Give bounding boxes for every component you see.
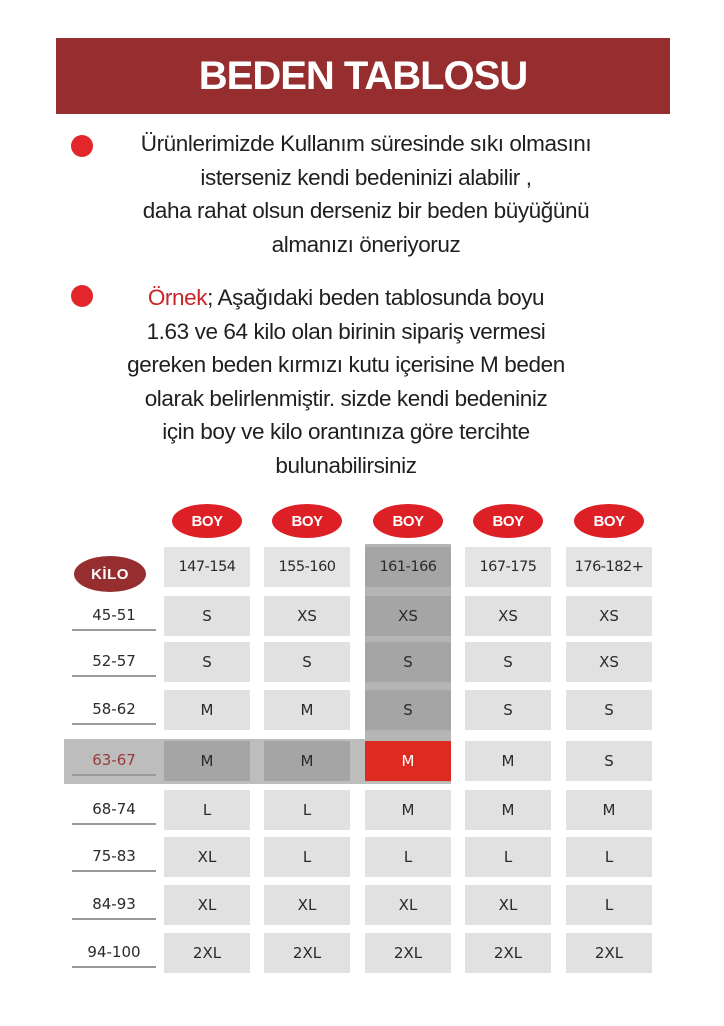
size-cell: L <box>264 837 350 877</box>
weight-row-underline <box>72 629 156 631</box>
weight-row-underline <box>72 870 156 872</box>
example-first-line-text: ; Aşağıdaki beden tablosunda boyu <box>207 285 545 310</box>
title-banner <box>56 38 670 114</box>
height-range-header: 155-160 <box>264 547 350 587</box>
example-keyword: Örnek <box>147 285 208 310</box>
size-cell: M <box>566 790 652 830</box>
weight-row-underline <box>72 723 156 725</box>
size-cell: XL <box>465 885 551 925</box>
example-paragraph <box>66 281 626 482</box>
size-cell: 2XL <box>566 933 652 973</box>
size-cell: M <box>465 790 551 830</box>
weight-row-underline <box>72 823 156 825</box>
height-range-header: 167-175 <box>465 547 551 587</box>
example-line: 1.63 ve 64 kilo olan birinin sipariş vermesi <box>146 318 546 344</box>
intro-line: Ürünlerimizde Kullanım süresinde sıkı olmasını <box>140 131 592 156</box>
size-cell: 2XL <box>365 933 451 973</box>
size-cell: XL <box>164 885 250 925</box>
example-line: için boy ve kilo orantınıza göre tercihte <box>162 419 530 444</box>
intro-line: isterseniz kendi bedeninizi alabilir , <box>200 164 532 190</box>
size-cell: M <box>164 741 250 781</box>
weight-row-underline <box>72 774 156 776</box>
size-cell: S <box>164 596 250 636</box>
boy-badge: BOY <box>373 504 443 538</box>
height-range-header: 147-154 <box>164 547 250 587</box>
weight-range-label: 75-83 <box>92 847 136 865</box>
size-cell: L <box>365 837 451 877</box>
size-cell: L <box>465 837 551 877</box>
intro-line: daha rahat olsun derseniz bir beden büyüğünü <box>142 198 590 223</box>
weight-row-underline <box>72 675 156 677</box>
weight-range-label: 45-51 <box>92 606 136 624</box>
size-cell: 2XL <box>164 933 250 973</box>
height-range-header: 161-166 <box>365 547 451 587</box>
size-cell: M <box>465 741 551 781</box>
weight-range-label: 68-74 <box>92 800 136 818</box>
page-title: BEDEN TABLOSU <box>198 53 528 98</box>
weight-row-underline <box>72 966 156 968</box>
weight-range-label: 58-62 <box>92 700 136 718</box>
weight-range-label: 63-67 <box>92 751 136 769</box>
size-cell: L <box>566 885 652 925</box>
example-line: bulunabilirsiniz <box>275 452 417 478</box>
size-cell: S <box>566 690 652 730</box>
kilo-badge: KİLO <box>74 556 146 592</box>
size-cell: XL <box>365 885 451 925</box>
size-cell: S <box>465 690 551 730</box>
size-cell: XS <box>365 596 451 636</box>
weight-range-label: 52-57 <box>92 652 136 670</box>
size-cell: M <box>164 690 250 730</box>
size-cell: XS <box>465 596 551 636</box>
height-range-header: 176-182+ <box>566 547 652 587</box>
weight-range-label: 94-100 <box>87 943 141 961</box>
size-cell: 2XL <box>465 933 551 973</box>
size-cell: XL <box>164 837 250 877</box>
size-cell: S <box>264 642 350 682</box>
example-line: olarak belirlenmiştir. sizde kendi bedeniniz <box>144 385 548 411</box>
boy-badge: BOY <box>574 504 644 538</box>
size-cell: S <box>566 741 652 781</box>
boy-badge: BOY <box>272 504 342 538</box>
boy-badge: BOY <box>172 504 242 538</box>
size-cell: L <box>164 790 250 830</box>
size-cell: XS <box>566 642 652 682</box>
size-cell: L <box>566 837 652 877</box>
size-cell: M <box>264 690 350 730</box>
size-cell: XS <box>264 596 350 636</box>
size-cell: S <box>164 642 250 682</box>
size-cell: XL <box>264 885 350 925</box>
weight-range-label: 84-93 <box>92 895 136 913</box>
size-cell: S <box>465 642 551 682</box>
boy-badge: BOY <box>473 504 543 538</box>
example-first-line <box>66 281 626 315</box>
size-cell: XS <box>566 596 652 636</box>
size-cell: M <box>365 741 451 781</box>
weight-row-underline <box>72 918 156 920</box>
bullet-icon <box>71 135 93 157</box>
size-cell: 2XL <box>264 933 350 973</box>
size-cell: S <box>365 642 451 682</box>
example-line: gereken beden kırmızı kutu içerisine M beden <box>127 352 565 377</box>
intro-paragraph <box>96 127 636 261</box>
size-cell: L <box>264 790 350 830</box>
size-cell: M <box>365 790 451 830</box>
intro-line: almanızı öneriyoruz <box>271 231 461 257</box>
size-cell: M <box>264 741 350 781</box>
size-cell: S <box>365 690 451 730</box>
